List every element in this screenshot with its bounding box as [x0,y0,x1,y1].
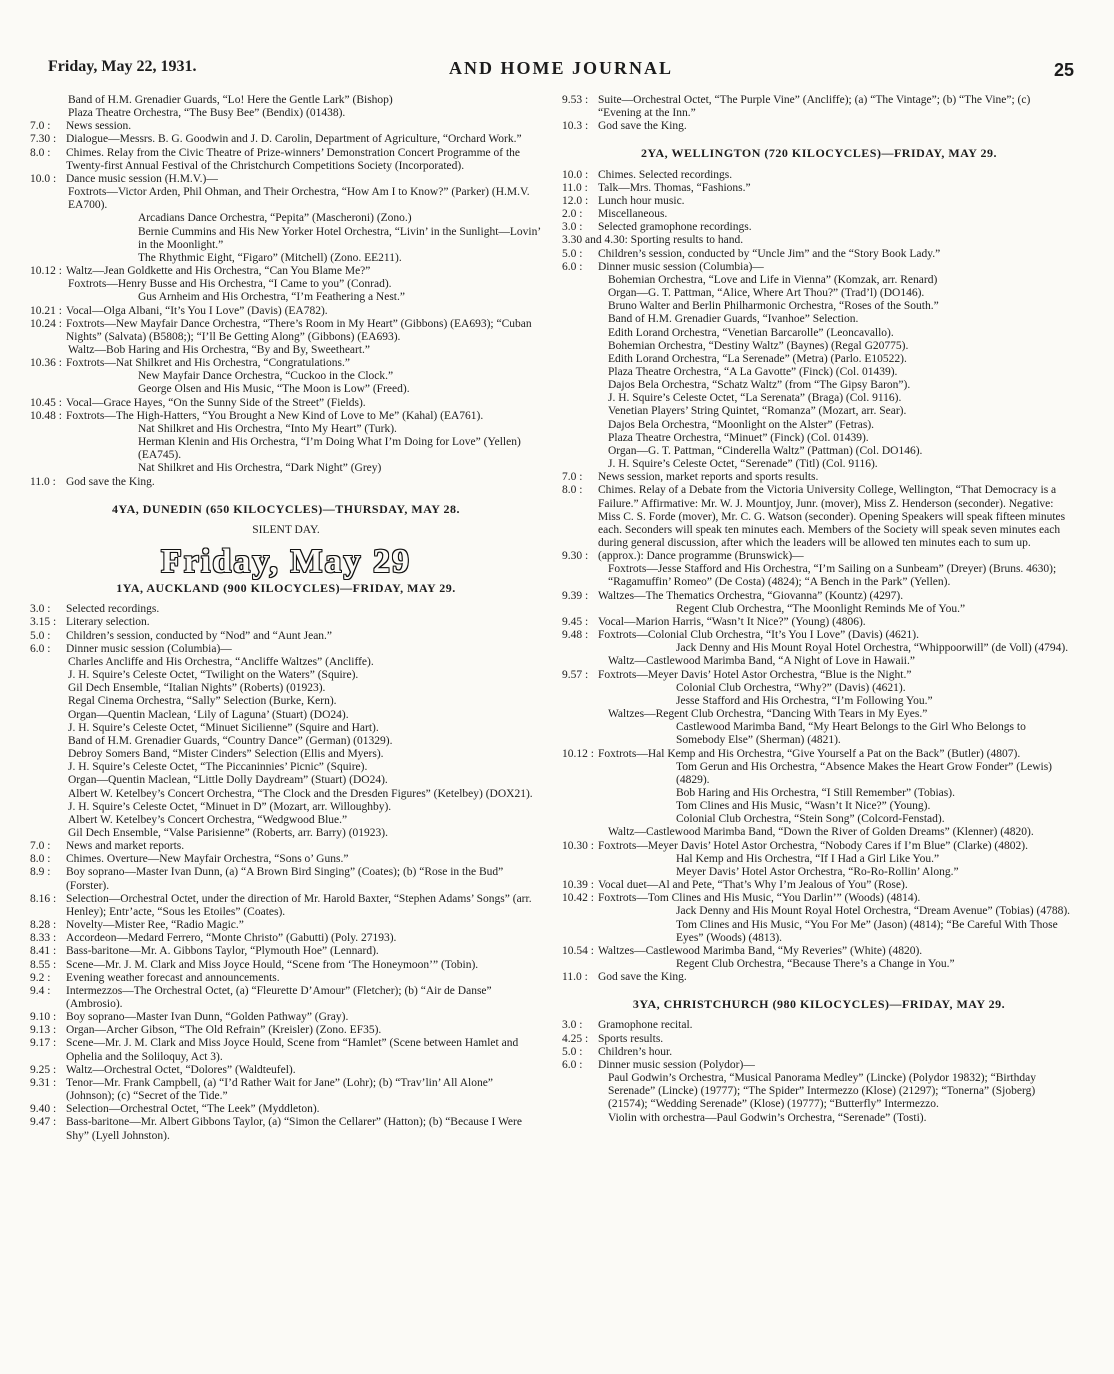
entry-time: 9.47 : [30,1116,57,1129]
program-entry [562,169,1076,182]
program-line: Bob Haring and His Orchestra, “I Still Remember” (Tobias). [676,786,955,799]
program-entry [30,265,542,278]
program-line: Organ—G. T. Pattman, “Cinderella Waltz” (Pattman) (Col. DO146). [608,444,923,457]
program-entry [30,397,542,410]
left-top-entries [30,94,542,489]
program-line: Waltz—Bob Haring and His Orchestra, “By and By, Sweetheart.” [68,343,371,356]
entry-time: 5.0 : [562,247,583,260]
entry-text: Boy soprano—Master Ivan Dunn, (a) “A Brown Bird Singing” (Coates); (b) “Rose in the Bud” (Forster). [66,866,504,892]
entry-text: (approx.): Dance programme (Brunswick)— [598,550,804,563]
entry-time: 7.0 : [562,471,583,484]
program-line: Gus Arnheim and His Orchestra, “I’m Feathering a Nest.” [138,291,405,304]
entry-text: Waltzes—Castlewood Marimba Band, “My Reveries” (White) (4820). [598,944,923,957]
program-entry [562,945,1076,958]
entry-time: 6.0 : [562,260,583,273]
program-entry [30,120,542,133]
program-entry [562,195,1076,208]
entry-time: 6.0 : [30,642,51,655]
program-entry [30,866,542,892]
entry-time: 10.24 : [30,317,62,330]
program-line: Waltz—Castlewood Marimba Band, “Down the River of Golden Dreams” (Klenner) (4820). [608,826,1034,839]
entry-time: 11.0 : [30,475,56,488]
program-line: Waltzes—Regent Club Orchestra, “Dancing With Tears in My Eyes.” [608,708,928,721]
program-entry [30,1077,542,1103]
entry-time: 12.0 : [562,194,589,207]
entry-time: 9.31 : [30,1076,57,1089]
entry-text: Intermezzos—The Orchestral Octet, (a) “Fleurette D’Amour” (Fletcher); (b) “Air de Danse” (Ambrosio). [66,984,492,1010]
entry-text: Foxtrots—Hal Kemp and His Orchestra, “Give Yourself a Pat on the Back” (Butler) (4807). [598,747,1021,760]
program-line: Tom Clines and His Music, “You For Me” (Jason) (4814); “Be Careful With Those Eyes” (Woods) (4813). [676,918,1058,944]
program-line: Nat Shilkret and His Orchestra, “Into My Heart” (Turk). [138,422,397,435]
entry-text: Foxtrots—New Mayfair Dance Orchestra, “There’s Room in My Heart” (Gibbons) (EA693); “Cuban Nights” (Salvata) (B5808;); “I’ll Be Getting Along” (Gibbons) (EA693). [66,317,532,343]
program-entry [30,932,542,945]
program-line: Organ—Quentin Maclean, “Little Dolly Daydream” (Stuart) (DO24). [68,774,388,787]
christchurch-entries [562,1019,1076,1124]
header-date: Friday, May 22, 1931. [48,58,197,75]
entry-time: 4.25 : [562,1032,589,1045]
entry-time: 2.0 : [562,208,583,221]
entry-time: 3.0 : [562,1019,583,1032]
entry-text: Bass-baritone—Mr. A. Gibbons Taylor, “Plymouth Hoe” (Lennard). [66,945,379,958]
entry-text: Children’s session, conducted by “Nod” and “Aunt Jean.” [66,629,333,642]
entry-time: 10.0 : [562,168,589,181]
entry-text: Foxtrots—Tom Clines and His Music, “You Darlin’” (Woods) (4814). [598,892,921,905]
program-line: Plaza Theatre Orchestra, “Minuet” (Finck) (Col. 01439). [608,431,869,444]
program-entry [562,120,1076,133]
program-entry [562,629,1076,642]
program-entry [562,669,1076,682]
program-line: Regent Club Orchestra, “Because There’s a Change in You.” [676,958,955,970]
program-line: Regal Cinema Orchestra, “Sally” Selection (Burke, Kern). [68,695,337,708]
program-line: Regent Club Orchestra, “The Moonlight Reminds Me of You.” [676,602,966,615]
entry-text: Waltz—Orchestral Octet, “Dolores” (Waldteufel). [66,1063,296,1076]
program-entry [562,248,1076,261]
program-line: Debroy Somers Band, “Mister Cinders” Selection (Ellis and Myers). [68,748,384,761]
program-line: J. H. Squire’s Celeste Octet, “The Piccaninnies’ Picnic” (Squire). [68,761,368,774]
program-entry [30,318,542,344]
program-line: Bohemian Orchestra, “Destiny Waltz” (Baynes) (Regal G20775). [608,339,909,352]
entry-text: Dialogue—Messrs. B. G. Goodwin and J. D. Carolin, Department of Agriculture, “Orchard Work.” [66,133,522,146]
header-masthead: AND HOME JOURNAL [449,58,673,78]
entry-time: 8.0 : [30,146,51,159]
christchurch-heading: 3YA, CHRISTCHURCH (980 KILOCYCLES)—FRIDAY, MAY 29. [632,997,1006,1012]
program-line: New Mayfair Dance Orchestra, “Cuckoo in the Clock.” [138,370,394,383]
entry-text: Organ—Archer Gibson, “The Old Refrain” (Kreisler) (Zono. EF35). [66,1024,382,1037]
program-line: Plaza Theatre Orchestra, “The Busy Bee” (Bendix) (01438). [68,107,346,120]
program-entry [562,1059,1076,1072]
entry-text: Evening weather forecast and announcements. [66,971,280,984]
entry-text: Dinner music session (Columbia)— [598,260,764,273]
entry-text: Children’s session, conducted by “Uncle Jim” and the “Story Book Lady.” [598,247,941,260]
program-line: Herman Klenin and His Orchestra, “I’m Doing What I’m Doing for Love” (Yellen) (EA745). [138,436,521,462]
program-line: Foxtrots—Henry Busse and His Orchestra, “I Came to you” (Conrad). [68,278,392,291]
entry-text: God save the King. [598,971,687,984]
entry-time: 5.0 : [30,629,51,642]
entry-text: Chimes. Overture—New Mayfair Orchestra, “Sons o’ Guns.” [66,853,349,866]
entry-time: 10.21 : [30,304,62,317]
entry-text: Boy soprano—Master Ivan Dunn, “Golden Pathway” (Gray). [66,1011,349,1024]
program-line: Plaza Theatre Orchestra, “A La Gavotte” (Finck) (Col. 01439). [608,365,898,378]
program-line: Band of H.M. Grenadier Guards, “Country Dance” (German) (01329). [68,734,393,747]
entry-time: 8.55 : [30,958,57,971]
entry-text: Children’s hour. [598,1045,673,1058]
entry-time: 9.2 : [30,971,51,984]
program-entry [562,879,1076,892]
entry-time: 8.0 : [562,484,583,497]
program-line: Band of H.M. Grenadier Guards, “Ivanhoe” Selection. [608,313,859,326]
program-line: J. H. Squire’s Celeste Octet, “Minuet Sicilienne” (Squire and Hart). [68,721,379,734]
program-entry [562,748,1076,761]
entry-time: 10.54 : [562,944,594,957]
program-entry [30,1103,542,1116]
program-line: George Olsen and His Music, “The Moon is Low” (Freed). [138,383,410,396]
program-line: J. H. Squire’s Celeste Octet, “Minuet in D” (Mozart, arr. Willoughby). [68,800,392,813]
program-line: Jesse Stafford and His Orchestra, “I’m Following You.” [676,694,933,707]
program-entry [30,173,542,186]
entry-text: Scene—Mr. J. M. Clark and Miss Joyce Hould, “Scene from ‘The Honeymoon’” (Tobin). [66,958,479,971]
entry-text: Vocal—Olga Albani, “It’s You I Love” (Davis) (EA782). [66,304,328,317]
program-line: Jack Denny and His Mount Royal Hotel Orchestra, “Whippoorwill” (de Voll) (4794). [676,642,1069,655]
wellington-entries [562,169,1076,985]
entry-text: Foxtrots—Meyer Davis’ Hotel Astor Orchestra, “Nobody Cares if I’m Blue” (Clarke) (4802). [598,839,1028,852]
entry-text: Sports results. [598,1032,664,1045]
program-entry [30,616,542,629]
program-line: Band of H.M. Grenadier Guards, “Lo! Here the Gentle Lark” (Bishop) [68,94,393,106]
entry-time: 10.0 : [30,172,57,185]
entry-text: Waltz—Jean Goldkette and His Orchestra, “Can You Blame Me?” [66,265,371,278]
program-line: Gil Dech Ensemble, “Valse Parisienne” (Roberts, arr. Barry) (01923). [68,826,388,839]
entry-time: 8.33 : [30,932,57,945]
program-line: Albert W. Ketelbey’s Concert Orchestra, “The Clock and the Dresden Figures” (Ketelbey) (DOX21). [68,787,533,800]
program-line: Bernie Cummins and His New Yorker Hotel Orchestra, “Livin’ in the Sunlight—Lovin’ in the Moonlight.” [138,225,541,251]
entry-text: Chimes. Relay from the Civic Theatre of Prize-winners’ Demonstration Concert Programme of the Twenty-first Annual Festival of the Christchurch Competitions Society (Incorporated). [66,146,521,172]
program-entry [30,959,542,972]
program-line: Colonial Club Orchestra, “Why?” (Davis) (4621). [676,681,906,694]
entry-time: 10.12 : [30,265,62,278]
program-line: Foxtrots—Jesse Stafford and His Orchestra, “I’m Sailing on a Sunbeam” (Dreyer) (Bruns. 4630); “Ragamuffin’ Romeo” (De Costa) (4824); “A Bench in the Park” (Yellen). [608,563,1057,589]
program-entry [30,357,542,370]
program-entry [30,476,542,489]
entry-text: Miscellaneous. [598,208,668,221]
entry-text: Novelty—Mister Ree, “Radio Magic.” [66,919,244,932]
entry-time: 11.0 : [562,971,588,984]
entry-time: 9.39 : [562,589,589,602]
entry-time: 7.30 : [30,133,57,146]
entry-text: Scene—Mr. J. M. Clark and Miss Joyce Hould, Scene from “Hamlet” (Scene between Hamlet and Ophelia and the Soliloquy, Act 3). [66,1037,519,1063]
entry-time: 9.53 : [562,94,589,106]
program-line: Bohemian Orchestra, “Love and Life in Vienna” (Komzak, arr. Renard) [608,273,938,286]
entry-time: 9.17 : [30,1037,57,1050]
entry-text: Accordeon—Medard Ferrero, “Monte Christo” (Gabutti) (Poly. 27193). [66,932,397,945]
program-entry [562,1033,1076,1046]
entry-text: Suite—Orchestral Octet, “The Purple Vine” (Ancliffe); (a) “The Vintage”; (b) “The Vine”; (c) “Evening at the Inn.” [598,94,1031,120]
entry-text: Lunch hour music. [598,194,685,207]
program-line: Organ—G. T. Pattman, “Alice, Where Art Thou?” (Trad’l) (DO146). [608,287,925,300]
entry-text: Dinner music session (Columbia)— [66,642,232,655]
entry-time: 9.30 : [562,550,589,563]
program-line: Dajos Bela Orchestra, “Schatz Waltz” (from “The Gipsy Baron”). [608,379,911,392]
program-entry [30,630,542,643]
program-entry [562,484,1076,550]
silent-day: SILENT DAY. [252,523,320,536]
program-line: J. H. Squire’s Celeste Octet, “La Serenata” (Braga) (Col. 9116). [608,392,902,405]
entry-text: Selection—Orchestral Octet, under the direction of Mr. Harold Baxter, “Stephen Adams’ Songs” (arr. Henley); Entr’acte, “Sous les Etoiles” (Coates). [66,892,532,918]
entry-time: 8.16 : [30,892,57,905]
program-line: Colonial Club Orchestra, “Stein Song” (Colcord-Fenstad). [676,813,945,826]
program-line: Foxtrots—Victor Arden, Phil Ohman, and Their Orchestra, “How Am I to Know?” (Parker) (H.M.V. EA700). [68,186,530,212]
entry-text: Gramophone recital. [598,1019,693,1032]
entry-text: Selection—Orchestral Octet, “The Leek” (Myddleton). [66,1103,320,1116]
program-entry [562,590,1076,603]
entry-text: Waltzes—The Thematics Orchestra, “Giovanna” (Kountz) (4297). [598,589,904,602]
program-line: Gil Dech Ensemble, “Italian Nights” (Roberts) (01923). [68,682,326,695]
entry-text: News session. [66,120,132,133]
program-entry [30,919,542,932]
entry-time: 9.57 : [562,668,589,681]
entry-time: 9.25 : [30,1063,57,1076]
entry-time: 10.39 : [562,879,594,892]
entry-time: 9.13 : [30,1024,57,1037]
program-line: Hal Kemp and His Orchestra, “If I Had a Girl Like You.” [676,852,940,865]
program-entry [30,147,542,173]
program-entry [562,182,1076,195]
program-line: The Rhythmic Eight, “Figaro” (Mitchell) (Zono. EE211). [138,251,402,264]
program-line: Violin with orchestra—Paul Godwin’s Orchestra, “Serenade” (Tosti). [608,1111,927,1124]
program-entry [562,840,1076,853]
page-number: 25 [1053,60,1074,80]
program-entry [30,893,542,919]
entry-time: 3.0 : [30,603,51,616]
program-entry [30,1011,542,1024]
entry-text: Dance music session (H.M.V.)— [66,172,218,185]
entry-text: God save the King. [598,120,687,133]
program-line: Castlewood Marimba Band, “My Heart Belongs to the Girl Who Belongs to Somebody Else” (Sherman) (4821). [676,721,1026,747]
entry-time: 10.30 : [562,839,594,852]
entry-time: 3.0 : [562,221,583,234]
entry-text: Foxtrots—Meyer Davis’ Hotel Astor Orchestra, “Blue is the Night.” [598,668,912,681]
program-entry [30,603,542,616]
program-line: Dajos Bela Orchestra, “Moonlight on the Alster” (Fetras). [608,418,875,431]
program-line: Arcadians Dance Orchestra, “Pepita” (Mascheroni) (Zono.) [138,212,412,225]
program-entry [30,840,542,853]
entry-text: News and market reports. [66,840,185,853]
entry-text: Talk—Mrs. Thomas, “Fashions.” [598,181,751,194]
program-line: Bruno Walter and Berlin Philharmonic Orchestra, “Roses of the South.” [608,300,939,313]
program-entry [30,305,542,318]
entry-time: 9.45 : [562,615,589,628]
program-entry [30,643,542,656]
entry-time: 10.45 : [30,396,62,409]
program-line: Albert W. Ketelbey’s Concert Orchestra, “Wedgwood Blue.” [68,813,348,826]
entry-text: God save the King. [66,475,155,488]
program-line: Waltz—Castlewood Marimba Band, “A Night of Love in Hawaii.” [608,655,915,668]
entry-text: Vocal duet—Al and Pete, “That’s Why I’m Jealous of You” (Rose). [598,879,908,892]
entry-time: 10.48 : [30,409,62,422]
program-line: 3.30 and 4.30: Sporting results to hand. [562,234,744,247]
program-line: Paul Godwin’s Orchestra, “Musical Panorama Medley” (Lincke) (Polydor 19832); “Birthday Serenade” (Lincke) (19777); “The Spider” Intermezzo (Klose) (21297); “Tonerna” (Sjoberg) (21574); “Wedding Serenade” (Klose) (19777); “Butterfly” Intermezzo. [608,1072,1036,1111]
program-line: Jack Denny and His Mount Royal Hotel Orchestra, “Dream Avenue” (Tobias) (4788). [676,905,1071,918]
entry-text: Foxtrots—The High-Hatters, “You Brought a New Kind of Love to Me” (Kahal) (EA761). [66,409,484,422]
entry-time: 8.41 : [30,945,57,958]
left-column [30,94,542,1143]
entry-time: 11.0 : [562,181,588,194]
program-entry [562,221,1076,234]
entry-time: 8.9 : [30,866,51,879]
entry-text: Foxtrots—Colonial Club Orchestra, “It’s You I Love” (Davis) (4621). [598,629,920,642]
entry-time: 7.0 : [30,840,51,853]
wellington-heading: 2YA, WELLINGTON (720 KILOCYCLES)—FRIDAY, MAY 29. [640,146,998,161]
entry-time: 9.4 : [30,984,51,997]
auckland-heading: 1YA, AUCKLAND (900 KILOCYCLES)—FRIDAY, MAY 29. [116,581,456,596]
program-entry [562,550,1076,563]
entry-time: 9.10 : [30,1011,57,1024]
program-line: Venetian Players’ String Quintet, “Romanza” (Mozart, arr. Sear). [608,405,907,418]
entry-time: 10.12 : [562,747,594,760]
entry-time: 8.28 : [30,919,57,932]
program-line: Organ—Quentin Maclean, ‘Lily of Laguna’ (Stuart) (DO24). [68,708,349,721]
program-line: Nat Shilkret and His Orchestra, “Dark Night” (Grey) [138,462,382,475]
entry-text: Tenor—Mr. Frank Campbell, (a) “I’d Rather Wait for Jane” (Lohr); (b) “Trav’lin’ All Alone” (Johnson); (c) “Secret of the Tide.” [66,1076,493,1103]
entry-text: Chimes. Relay of a Debate from the Victoria University College, Wellington, “That Democracy is a Failure.” Affirmative: Mr. W. J. Mountjoy, Junr. (mover), Miss Z. Henderson (seconder). Negative: Miss C. S. Forde (mover), Mr. C. G. Watson (seconder). Opening Speakers will speak fifteen minutes each. Seconders will speak ten minutes each. Members of the Society will speak seven minutes each during general discussion, after which the leaders will be allowed ten minutes each to sum up. [598,484,1066,549]
entry-time: 10.42 : [562,892,594,905]
entry-text: Chimes. Selected recordings. [598,168,733,181]
entry-text: Literary selection. [66,616,150,629]
program-line: Tom Gerun and His Orchestra, “Absence Makes the Heart Grow Fonder” (Lewis) (4829). [676,760,1053,786]
entry-text: Bass-baritone—Mr. Albert Gibbons Taylor, (a) “Simon the Cellarer” (Hatton); (b) “Because I Were Shy” (Lyell Johnston). [66,1116,522,1142]
entry-text: Vocal—Grace Hayes, “On the Sunny Side of the Street” (Fields). [66,396,366,409]
program-entry [30,972,542,985]
program-entry [30,1024,542,1037]
program-entry [562,261,1076,274]
entry-text: Dinner music session (Polydor)— [598,1058,755,1071]
entry-time: 10.36 : [30,357,62,370]
program-entry [30,1037,542,1063]
auckland-entries [30,603,542,1142]
program-entry [562,94,1076,120]
entry-time: 10.3 : [562,120,589,133]
program-entry [30,1116,542,1142]
program-entry [562,471,1076,484]
program-entry [30,410,542,423]
dunedin-heading: 4YA, DUNEDIN (650 KILOCYCLES)—THURSDAY, MAY 28. [112,501,460,516]
program-entry [562,208,1076,221]
entry-time: 3.15 : [30,616,57,629]
program-line: Edith Lorand Orchestra, “Venetian Barcarolle” (Leoncavallo). [608,326,894,339]
program-entry [30,945,542,958]
program-entry [30,985,542,1011]
right-top-entries [562,94,1076,133]
program-entry [562,616,1076,629]
entry-time: 5.0 : [562,1045,583,1058]
program-line: Charles Ancliffe and His Orchestra, “Ancliffe Waltzes” (Ancliffe). [68,655,374,668]
entry-time: 8.0 : [30,853,51,866]
program-line: Tom Clines and His Music, “Wasn’t It Nice?” (Young). [676,800,931,813]
program-entry [30,853,542,866]
program-entry [562,1046,1076,1059]
program-entry [30,1064,542,1077]
friday-heading: Friday, May 29 [161,543,411,580]
program-entry [562,892,1076,905]
entry-time: 7.0 : [30,120,51,133]
program-line: Edith Lorand Orchestra, “La Serenade” (Metra) (Parlo. E10522). [608,352,907,365]
program-line: Meyer Davis’ Hotel Astor Orchestra, “Ro-Ro-Rollin’ Along.” [676,865,959,878]
right-column [562,94,1076,1125]
program-entry [562,971,1076,984]
program-entry [30,133,542,146]
entry-time: 9.48 : [562,629,589,642]
entry-text: Foxtrots—Nat Shilkret and His Orchestra, “Congratulations.” [66,357,350,370]
program-line: J. H. Squire’s Celeste Octet, “Twilight on the Waters” (Squire). [68,669,359,682]
program-line: J. H. Squire’s Celeste Octet, “Serenade” (Titl) (Col. 9116). [608,458,878,471]
entry-text: Selected recordings. [66,603,160,616]
entry-time: 6.0 : [562,1058,583,1071]
entry-text: News session, market reports and sports results. [598,471,819,484]
entry-text: Vocal—Marion Harris, “Wasn’t It Nice?” (Young) (4806). [598,615,866,628]
page-header [48,58,1074,82]
program-entry [562,1019,1076,1032]
entry-text: Selected gramophone recordings. [598,221,752,234]
entry-time: 9.40 : [30,1103,57,1116]
